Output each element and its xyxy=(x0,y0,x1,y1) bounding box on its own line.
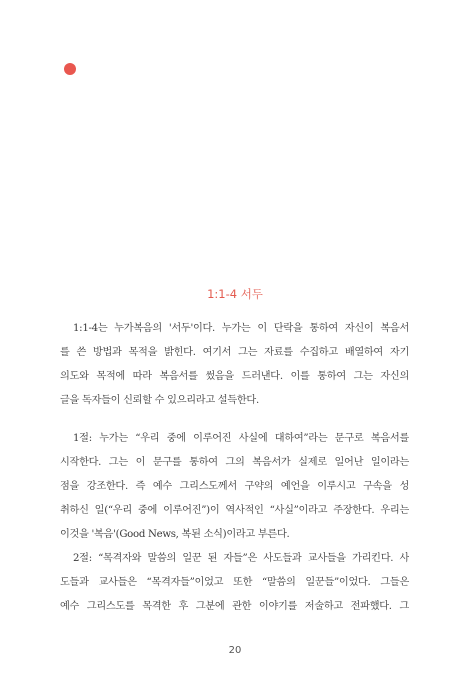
paragraph-1-line-2: 를 쓴 방법과 목적을 밝힌다. 여기서 그는 자료를 수집하고 배열하여 자기 xyxy=(60,347,409,358)
page-number: 20 xyxy=(228,645,242,656)
decorative-dot xyxy=(64,63,76,75)
section-heading: 1:1-4 서두 xyxy=(207,287,263,301)
paragraph-1-line-1: 1:1-4는 누가복음의 '서두'이다. 누가는 이 단락을 통하여 자신이 복음서 xyxy=(73,323,409,334)
paragraph-3-line-3: 예수 그리스도를 목격한 후 그분에 관한 이야기를 저술하고 전파했다. 그 xyxy=(60,601,409,612)
paragraph-2-line-3: 점을 강조한다. 즉 예수 그리스도께서 구약의 예언을 이루시고 구속을 성 xyxy=(60,481,409,492)
paragraph-1-line-3: 의도와 목적에 따라 복음서를 썼음을 드러낸다. 이를 통하여 그는 자신의 xyxy=(60,371,409,382)
paragraph-2-line-2: 시작한다. 그는 이 문구를 통하여 그의 복음서가 실제로 일어난 일이라는 xyxy=(60,457,409,468)
paragraph-1-line-4: 글을 독자들이 신뢰할 수 있으리라고 설득한다. xyxy=(60,395,259,406)
paragraph-2-line-5: 이것을 '복음'(Good News, 복된 소식)이라고 부른다. xyxy=(60,529,290,540)
paragraph-3-line-1: 2절: “목격자와 말씀의 일꾼 된 자들”은 사도들과 교사들을 가리킨다. 사 xyxy=(73,553,409,564)
paragraph-2-line-4: 취하신 일(“우리 중에 이루어진”)이 역사적인 “사실”이라고 주장한다. 우리는 xyxy=(60,505,409,516)
paragraph-3-line-2: 도들과 교사들은 “목격자들”이었고 또한 “말씀의 일꾼들”이었다. 그들은 xyxy=(60,577,409,588)
paragraph-2-line-1: 1절: 누가는 “우리 중에 이루어진 사실에 대하여”라는 문구로 복음서를 xyxy=(73,433,409,444)
